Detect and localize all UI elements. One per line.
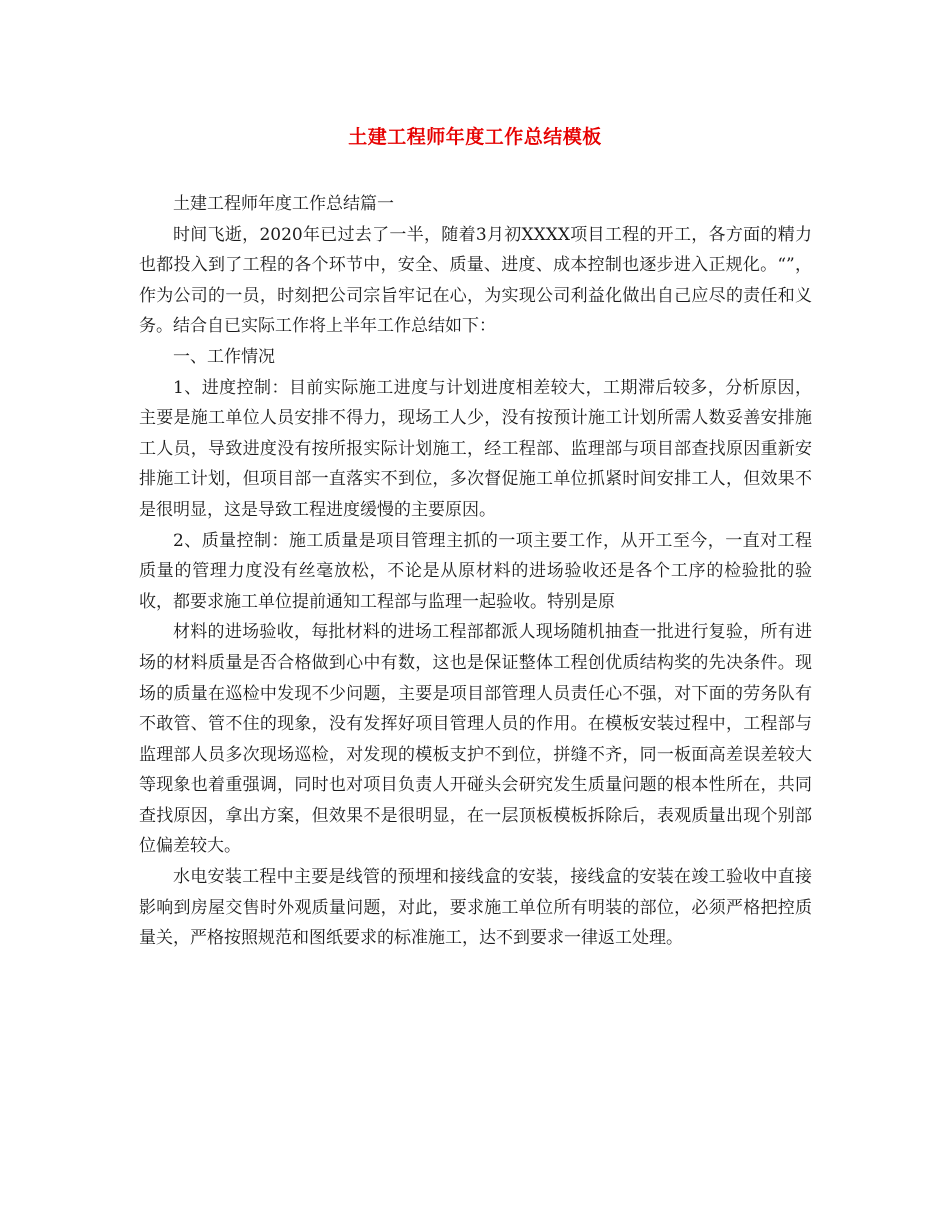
paragraph-material-inspection: 材料的进场验收，每批材料的进场工程部都派人现场随机抽查一批进行复验，所有进场的材料质量是否合格做到心中有数，这也是保证整体工程创优质结构奖的先决条件。现场的质量在巡检中发现不少问题，主要是项目部管理人员责任心不强，对下面的劳务队有不敢管、管不住的现象，没有发挥好项目管理人员的作用。在模板安装过程中，工程部与监理部人员多次现场巡检，对发现的模板支护不到位，拼缝不齐，同一板面高差误差较大等现象也着重强调，同时也对项目负责人开碰头会研究发生质量问题的根本性所在，共同查找原因，拿出方案，但效果不是很明显，在一层顶板模板拆除后，表观质量出现个别部位偏差较大。 — [139, 622, 812, 857]
document-body — [139, 189, 812, 954]
section-heading: 一、工作情况 — [173, 346, 275, 367]
paragraph-intro: 时间飞逝，2020年已过去了一半，随着3月初XXXX项目工程的开工，各方面的精力也都投入到了工程的各个环节中，安全、质量、进度、成本控制也逐步进入正规化。“”，作为公司的一员，时刻把公司宗旨牢记在心，为实现公司利益化做出自己应尽的责任和义务。结合自已实际工作将上半年工作总结如下： — [139, 224, 812, 337]
document-title: 土建工程师年度工作总结模板 — [348, 126, 602, 148]
paragraph-quality-control: 2、质量控制：施工质量是项目管理主抓的一项主要工作，从开工至今，一直对工程质量的管理力度没有丝毫放松，不论是从原材料的进场验收还是各个工序的检验批的验收，都要求施工单位提前通知工程部与监理一起验收。特别是原 — [139, 530, 812, 612]
paragraph-progress-control: 1、进度控制：目前实际施工进度与计划进度相差较大，工期滞后较多，分析原因，主要是施工单位人员安排不得力，现场工人少，没有按预计施工计划所需人数妥善安排施工人员，导致进度没有按所报实际计划施工，经工程部、监理部与项目部查找原因重新安排施工计划，但项目部一直落实不到位，多次督促施工单位抓紧时间安排工人，但效果不是很明显，这是导致工程进度缓慢的主要原因。 — [139, 377, 812, 520]
paragraph-plumbing-electrical: 水电安装工程中主要是线管的预埋和接线盒的安装，接线盒的安装在竣工验收中直接影响到房屋交售时外观质量问题，对此，要求施工单位所有明装的部位，必须严格把控质量关，严格按照规范和图纸要求的标准施工，达不到要求一律返工处理。 — [139, 867, 812, 949]
section-heading: 土建工程师年度工作总结篇一 — [173, 194, 394, 214]
